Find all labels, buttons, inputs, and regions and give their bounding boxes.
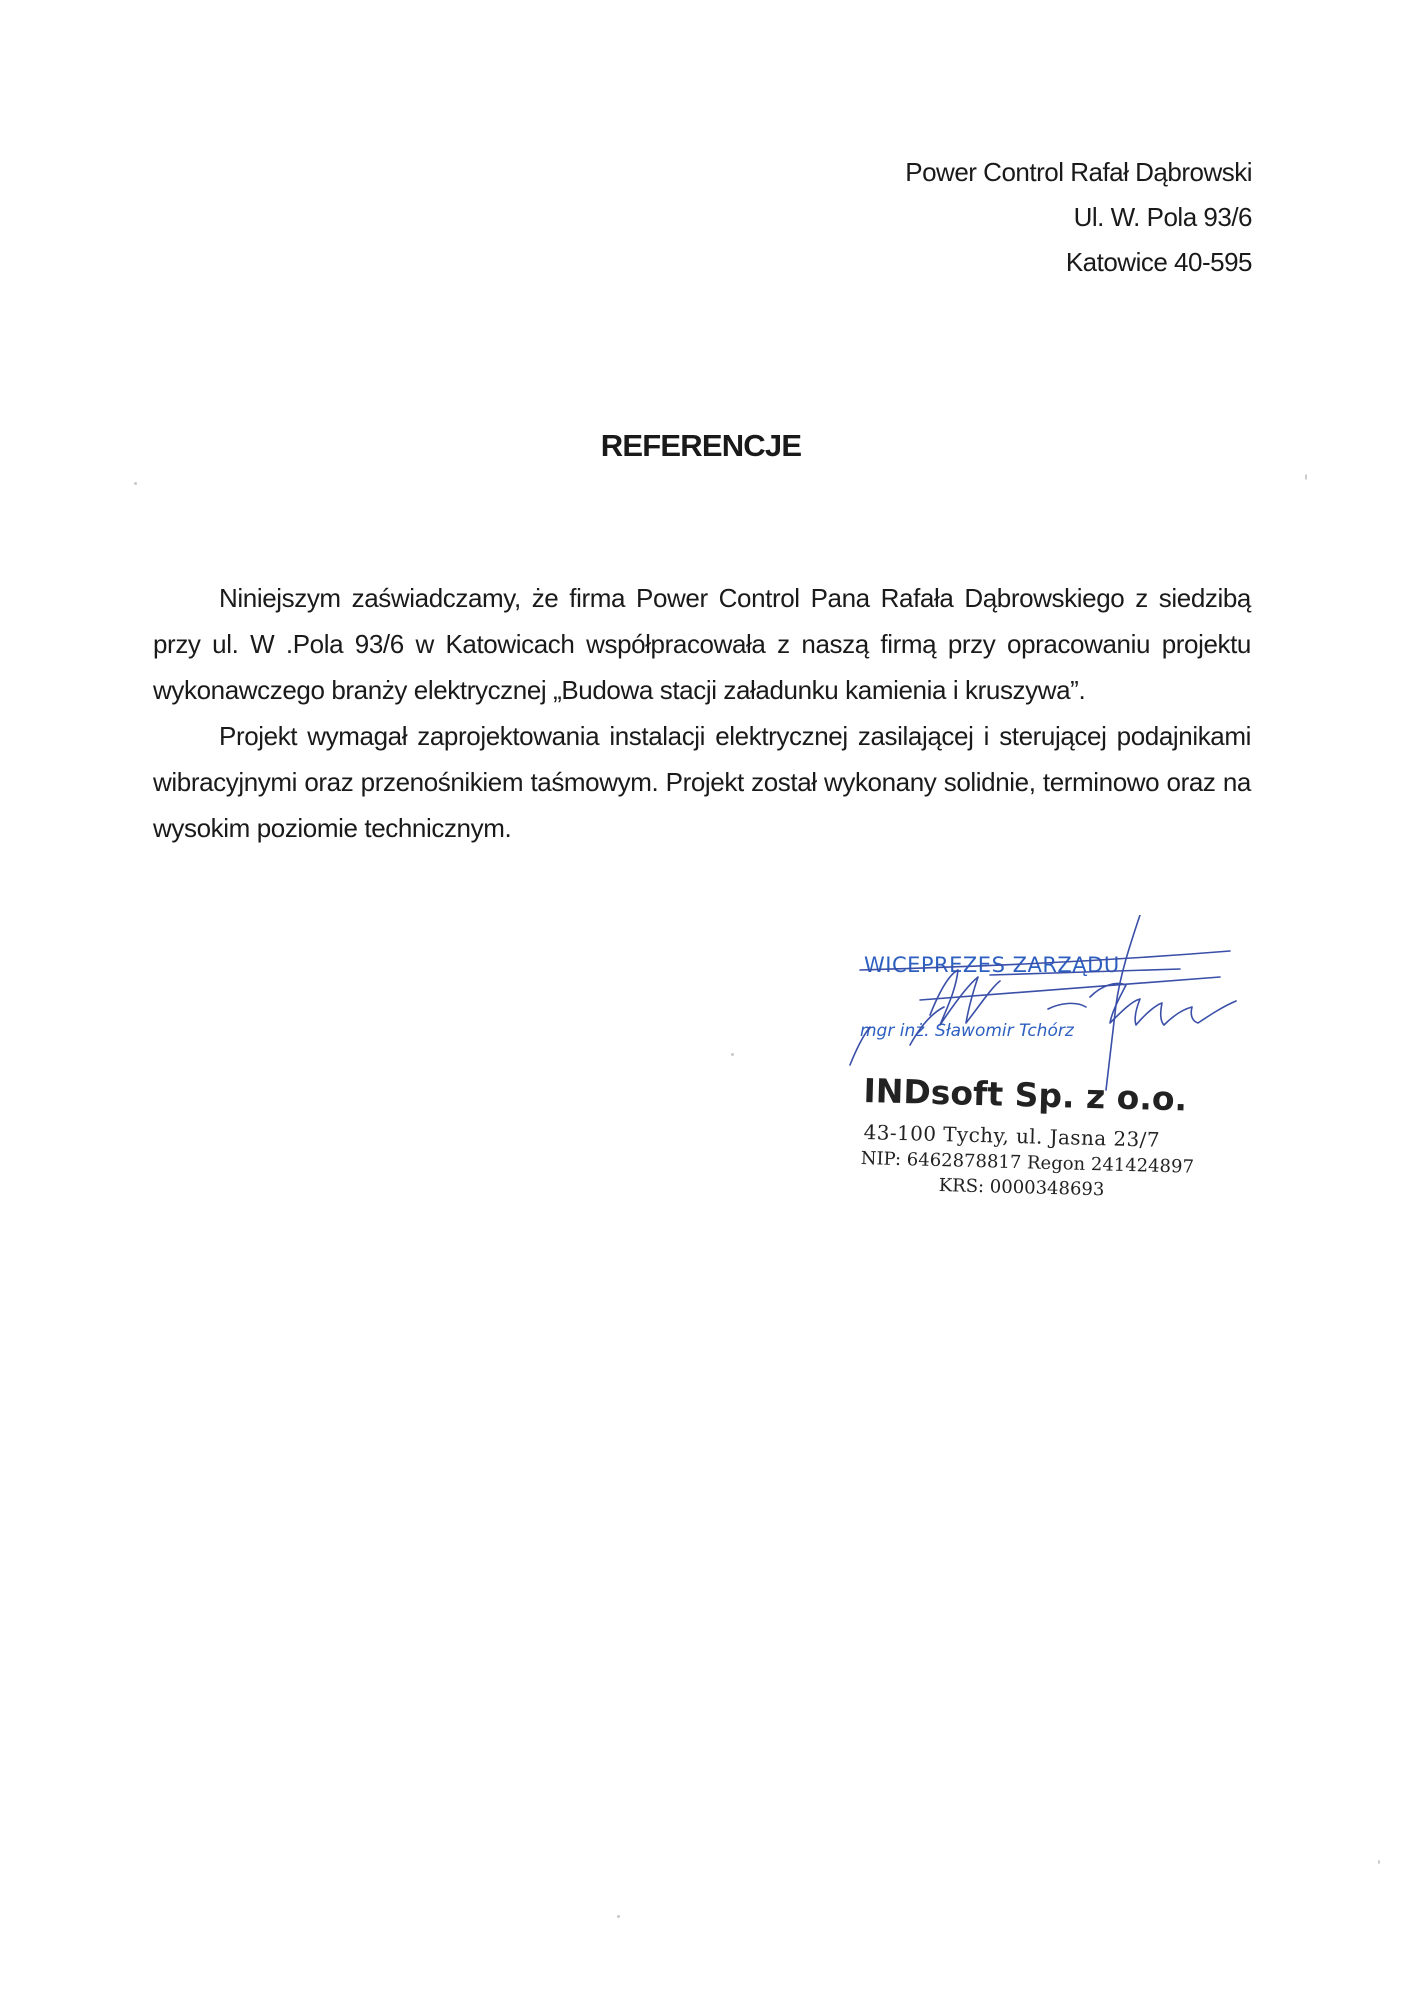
stamp-role: WICEPREZES ZARZĄDU (864, 953, 1120, 977)
body-paragraph-1: Niniejszym zaświadczamy, że firma Power Control Pana Rafała Dąbrowskiego z siedzibą przy ul. W .Pola 93/6 w Katowicach współpracowała z naszą firmą przy opracowaniu projektu wykonawczego branży elektrycznej „Budowa stacji załadunku kamienia i kruszywa”. (153, 583, 1251, 705)
company-stamp (820, 915, 1280, 1215)
scan-speck (134, 482, 137, 485)
scan-speck (1378, 1860, 1380, 1864)
letter-body (153, 575, 1251, 851)
scan-speck (617, 1915, 620, 1918)
addressee-name: Power Control Rafał Dąbrowski (905, 157, 1252, 187)
stamp-person-name: mgr inż. Sławomir Tchórz (860, 1021, 1074, 1041)
scan-speck (731, 1053, 734, 1056)
scan-speck (1305, 474, 1307, 480)
stamp-company-name: INDsoft Sp. z o.o. (862, 1071, 1188, 1119)
document-title: REFERENCJE (600, 428, 802, 463)
addressee-city: Katowice 40-595 (1065, 247, 1252, 277)
stamp-krs-number: KRS: 0000348693 (938, 1175, 1105, 1201)
body-paragraph-2: Projekt wymagał zaprojektowania instalacji elektrycznej zasilającej i sterującej podajnikami wibracyjnymi oraz przenośnikiem taśmowym. Projekt został wykonany solidnie, terminowo oraz na wysokim poziomie technicznym. (153, 721, 1251, 843)
addressee-block (905, 150, 1252, 285)
stamp-tax-ids: NIP: 6462878817 Regon 241424897 (860, 1148, 1195, 1178)
stamp-address: 43-100 Tychy, ul. Jasna 23/7 (863, 1120, 1161, 1152)
addressee-street: Ul. W. Pola 93/6 (1073, 202, 1252, 232)
